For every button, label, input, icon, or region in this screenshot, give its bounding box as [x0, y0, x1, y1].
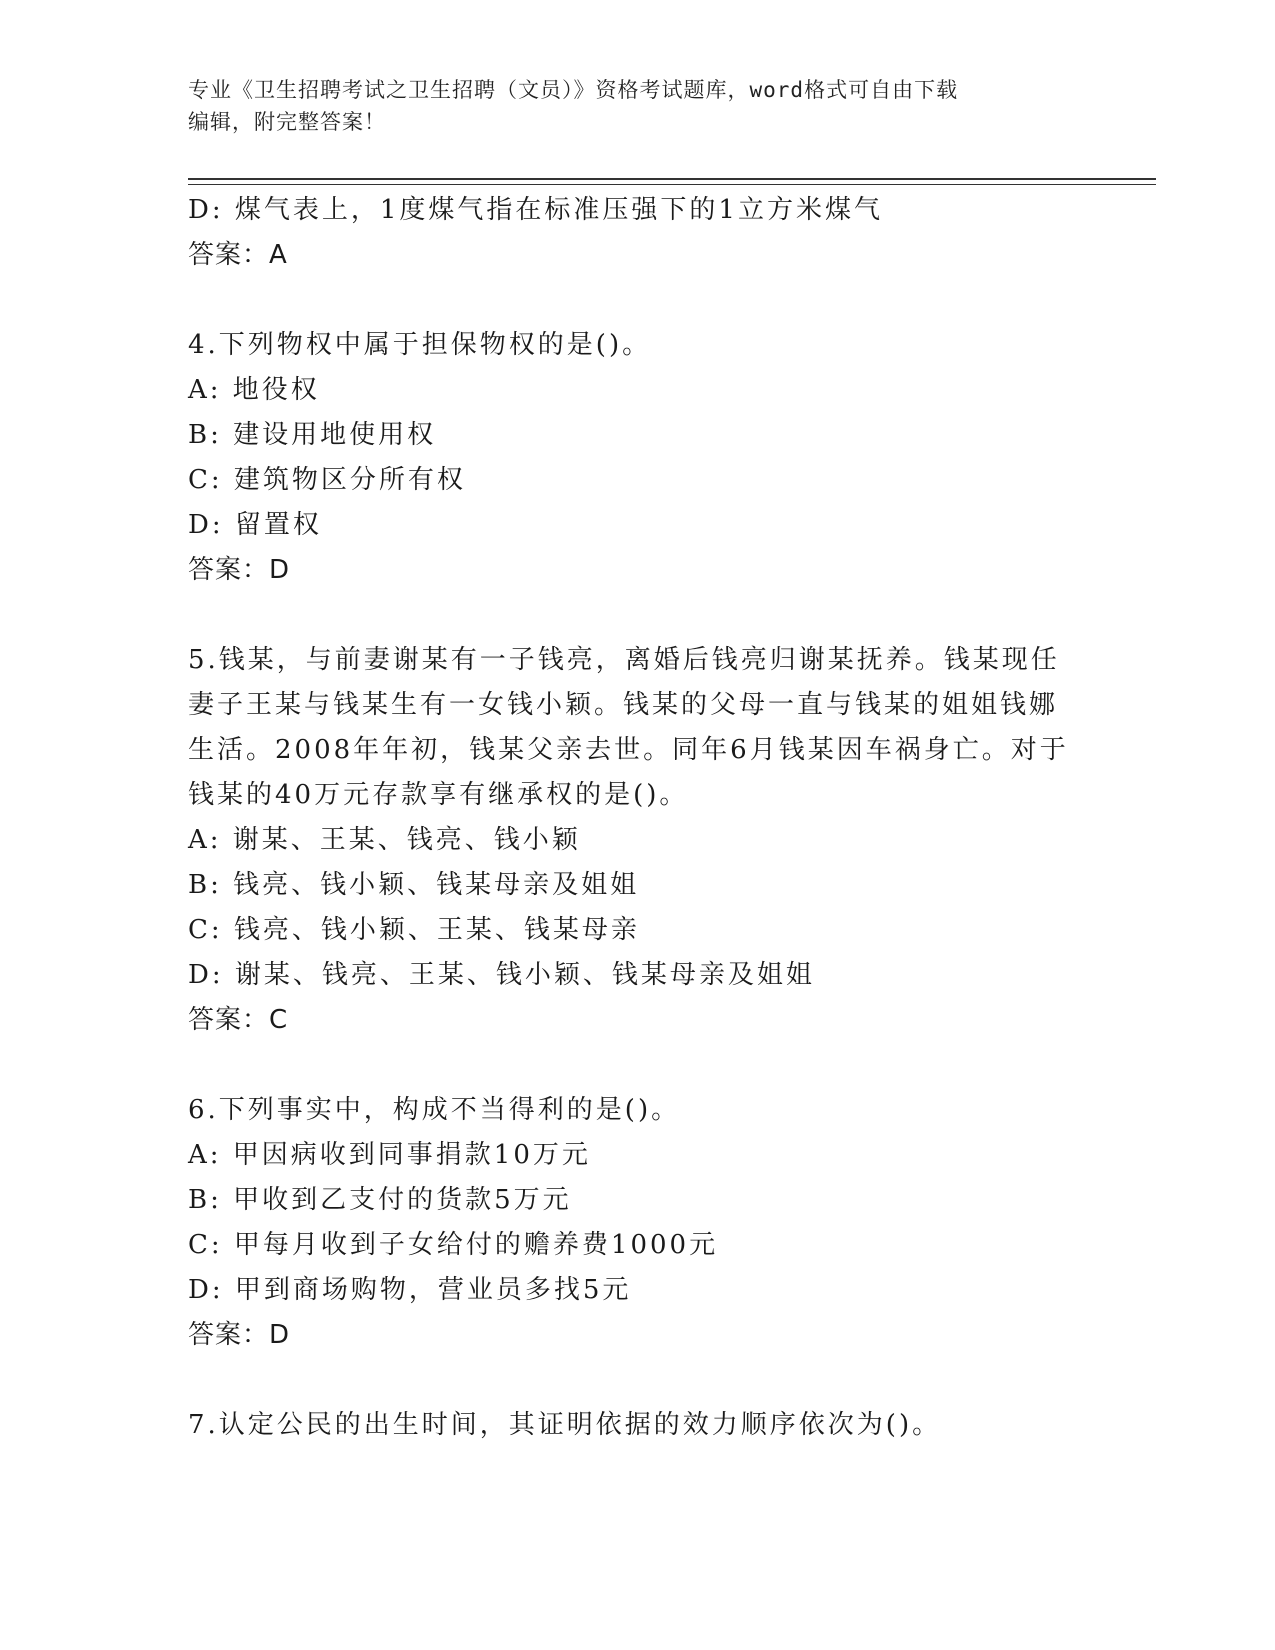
header-divider [188, 178, 1156, 185]
question-7 [188, 1403, 1088, 1448]
q5-option-d: D: 谢某、钱亮、王某、钱小颖、钱某母亲及姐姐 [188, 960, 815, 990]
q4-option-a: A: 地役权 [188, 375, 320, 405]
q4-option-c: C: 建筑物区分所有权 [188, 465, 466, 495]
q6-option-d: D: 甲到商场购物，营业员多找5元 [188, 1275, 632, 1305]
question-3 [188, 188, 1088, 278]
header-line-1: 专业《卫生招聘考试之卫生招聘（文员）》资格考试题库，word格式可自由下载 [188, 78, 959, 102]
q4-option-b: B: 建设用地使用权 [188, 420, 437, 450]
q7-stem: 7.认定公民的出生时间，其证明依据的效力顺序依次为()。 [188, 1410, 942, 1440]
question-6 [188, 1088, 1088, 1358]
q6-stem: 6.下列事实中，构成不当得利的是()。 [188, 1095, 681, 1125]
q5-option-c: C: 钱亮、钱小颖、王某、钱某母亲 [188, 915, 640, 945]
q4-stem: 4.下列物权中属于担保物权的是()。 [188, 330, 652, 360]
q6-option-b: B: 甲收到乙支付的货款5万元 [188, 1185, 572, 1215]
q4-option-d: D: 留置权 [188, 510, 322, 540]
q5-stem-line-2: 妻子王某与钱某生有一女钱小颖。钱某的父母一直与钱某的姐姐钱娜 [188, 690, 1059, 720]
q4-answer: 答案：D [188, 555, 291, 585]
q5-option-a: A: 谢某、王某、钱亮、钱小颖 [188, 825, 581, 855]
q6-answer: 答案：D [188, 1320, 291, 1350]
q3-answer: 答案：A [188, 240, 288, 270]
question-4 [188, 323, 1088, 593]
q5-stem-line-1: 5.钱某，与前妻谢某有一子钱亮，离婚后钱亮归谢某抚养。钱某现任 [188, 645, 1060, 675]
question-5 [188, 638, 1088, 1043]
document-header [188, 74, 1088, 138]
q5-option-b: B: 钱亮、钱小颖、钱某母亲及姐姐 [188, 870, 640, 900]
q3-option-d: D: 煤气表上，1度煤气指在标准压强下的1立方米煤气 [188, 195, 883, 225]
document-body [188, 188, 1088, 1448]
q5-stem-line-3: 生活。2008年年初，钱某父亲去世。同年6月钱某因车祸身亡。对于 [188, 735, 1069, 765]
q5-answer: 答案：C [188, 1005, 289, 1035]
header-line-2: 编辑，附完整答案！ [188, 110, 386, 134]
q6-option-c: C: 甲每月收到子女给付的赡养费1000元 [188, 1230, 719, 1260]
q6-option-a: A: 甲因病收到同事捐款10万元 [188, 1140, 591, 1170]
q5-stem-line-4: 钱某的40万元存款享有继承权的是()。 [188, 780, 689, 810]
